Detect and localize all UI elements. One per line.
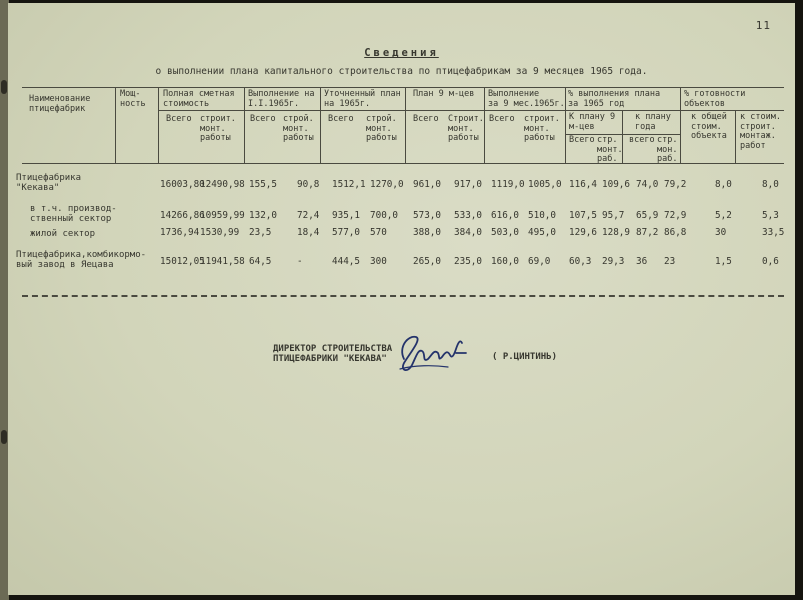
header-total: Всего — [328, 114, 354, 124]
document-subtitle: о выполнении плана капитального строительства по птицефабрикам за 9 месяцев 1965 года. — [155, 66, 648, 77]
col-rule — [244, 87, 245, 163]
row-label: жилой сектор — [30, 229, 96, 239]
page-number: 11 — [755, 19, 771, 32]
header-constr-sm: стр. мон. раб. — [657, 135, 678, 164]
table-cell: 917,0 — [454, 179, 482, 190]
table-cell: 18,4 — [297, 227, 320, 238]
header-capacity: Мощ- ность — [120, 89, 146, 109]
table-cell: 65,9 — [636, 210, 659, 221]
binder-hole — [1, 80, 7, 94]
table-cell: 961,0 — [413, 179, 441, 190]
table-cell: 235,0 — [454, 256, 482, 267]
table-cell: 64,5 — [249, 256, 272, 267]
header-constr: строй. монт. работы — [283, 114, 314, 143]
table-cell: 1,5 — [715, 256, 732, 267]
document-title: Сведения — [364, 47, 439, 59]
header-pct-done: % выполнения плана за 1965 год — [568, 89, 661, 109]
table-cell: 30 — [715, 227, 727, 238]
table-cell: 570 — [370, 227, 387, 238]
table-cell: 503,0 — [491, 227, 519, 238]
table-cell: 533,0 — [454, 210, 482, 221]
header-to-plan-year: к плану года — [635, 112, 671, 132]
col-rule — [735, 110, 736, 163]
table-cell: 160,0 — [491, 256, 519, 267]
table-cell: 132,0 — [249, 210, 277, 221]
header-constr: строит. монт. работы — [200, 114, 236, 143]
table-bottom-dashed-rule — [22, 295, 784, 297]
col-rule — [115, 87, 116, 163]
table-cell: 116,4 — [569, 179, 597, 190]
table-cell: 60,3 — [569, 256, 592, 267]
header-total: Всего — [413, 114, 439, 124]
col-rule — [484, 87, 485, 163]
header-total: Всего — [250, 114, 276, 124]
table-top-rule — [22, 87, 784, 88]
table-cell: 128,9 — [602, 227, 630, 238]
table-cell: 23 — [664, 256, 676, 267]
table-cell: 90,8 — [297, 179, 320, 190]
table-cell: 935,1 — [332, 210, 360, 221]
table-cell: - — [297, 256, 303, 267]
table-cell: 14266,86 — [160, 210, 205, 221]
table-cell: 15012,05 — [160, 256, 205, 267]
table-cell: 16003,80 — [160, 179, 205, 190]
header-total: Всего — [166, 114, 192, 124]
table-cell: 23,5 — [249, 227, 272, 238]
table-cell: 1005,0 — [528, 179, 562, 190]
table-cell: 29,3 — [602, 256, 625, 267]
col-rule — [320, 87, 321, 163]
header-pct-ready: % готовности объектов — [684, 89, 746, 109]
table-cell: 1270,0 — [370, 179, 404, 190]
header-refined-plan: Уточненный план на 1965г. — [324, 89, 401, 109]
header-sub-rule — [158, 110, 784, 111]
table-cell: 86,8 — [664, 227, 687, 238]
header-done-at: Выполнение на I.I.1965г. — [248, 89, 315, 109]
header-constr: Строит. монт. работы — [448, 114, 484, 143]
handwritten-signature — [394, 329, 480, 377]
header-to-plan-9m: К плану 9 м-цев — [569, 112, 616, 132]
table-cell: 107,5 — [569, 210, 597, 221]
binder-hole — [1, 430, 7, 444]
table-cell: 79,2 — [664, 179, 687, 190]
table-cell: 0,6 — [762, 256, 779, 267]
header-total-sm: Всего — [569, 135, 595, 145]
table-cell: 265,0 — [413, 256, 441, 267]
table-cell: 129,6 — [569, 227, 597, 238]
table-cell: 155,5 — [249, 179, 277, 190]
table-cell: 33,5 — [762, 227, 785, 238]
row-label: Птицефабрика,комбикормо- вый завод в Яецава — [16, 250, 147, 270]
table-cell: 11941,58 — [200, 256, 245, 267]
table-cell: 109,6 — [602, 179, 630, 190]
row-label: Птицефабрика "Кекава" — [16, 173, 82, 193]
col-rule — [565, 87, 566, 163]
table-cell: 510,0 — [528, 210, 556, 221]
table-cell: 69,0 — [528, 256, 551, 267]
table-cell: 1736,94 — [160, 227, 200, 238]
table-cell: 1512,1 — [332, 179, 366, 190]
table-cell: 573,0 — [413, 210, 441, 221]
header-to-constr-cost: к стоим. строит. монтаж. работ — [740, 112, 781, 151]
table-cell: 36 — [636, 256, 648, 267]
col-rule — [158, 87, 159, 163]
header-total: Всего — [489, 114, 515, 124]
col-rule — [680, 87, 681, 163]
table-cell: 495,0 — [528, 227, 556, 238]
table-cell: 300 — [370, 256, 387, 267]
table-cell: 1119,0 — [491, 179, 525, 190]
table-cell: 1530,99 — [200, 227, 240, 238]
table-cell: 384,0 — [454, 227, 482, 238]
table-cell: 12490,98 — [200, 179, 245, 190]
row-label: в т.ч. производ- ственный сектор — [30, 204, 117, 224]
table-cell: 616,0 — [491, 210, 519, 221]
table-cell: 87,2 — [636, 227, 659, 238]
table-cell: 8,0 — [762, 179, 779, 190]
table-cell: 5,2 — [715, 210, 732, 221]
table-cell: 700,0 — [370, 210, 398, 221]
header-done-9m: Выполнение за 9 мес.1965г. — [488, 89, 565, 109]
table-cell: 72,4 — [297, 210, 320, 221]
header-name: Наименование птицефабрик — [29, 94, 91, 114]
table-cell: 388,0 — [413, 227, 441, 238]
table-cell: 444,5 — [332, 256, 360, 267]
signatory-name: ( Р.ЦИНТИНЬ) — [492, 352, 558, 362]
header-plan-9m: План 9 м-цев — [413, 89, 475, 99]
col-rule — [405, 87, 406, 163]
table-cell: 10959,99 — [200, 210, 245, 221]
signatory-title: ДИРЕКТОР СТРОИТЕЛЬСТВА ПТИЦЕФАБРИКИ "КЕКАВА" — [273, 344, 393, 364]
header-to-total-cost: к общей стоим. объекта — [691, 112, 727, 141]
table-cell: 72,9 — [664, 210, 687, 221]
table-cell: 8,0 — [715, 179, 732, 190]
table-cell: 5,3 — [762, 210, 779, 221]
header-full-cost: Полная сметная стоимость — [163, 89, 235, 109]
table-cell: 577,0 — [332, 227, 360, 238]
table-cell: 74,0 — [636, 179, 659, 190]
table-cell: 95,7 — [602, 210, 625, 221]
header-constr: строит. монт. работы — [524, 114, 560, 143]
header-constr: строй. монт. работы — [366, 114, 397, 143]
header-constr-sm: стр. монт. раб. — [597, 135, 623, 164]
header-total-sm: всего — [629, 135, 655, 145]
document-sheet — [8, 3, 795, 595]
